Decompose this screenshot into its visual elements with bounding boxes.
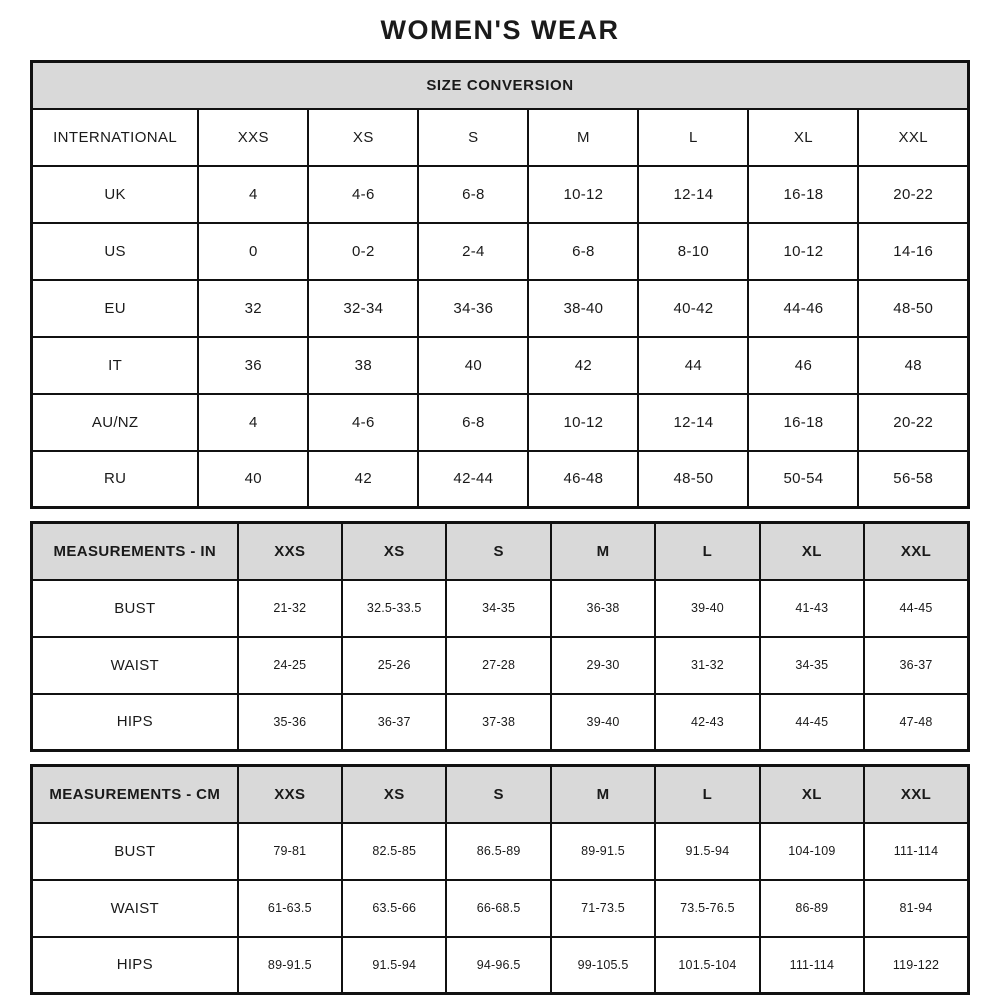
header-size-m: M	[551, 766, 655, 823]
data-cell: 66-68.5	[446, 880, 550, 937]
data-cell: 101.5-104	[655, 937, 759, 994]
data-cell: 42-44	[418, 451, 528, 508]
header-size-xs: XS	[342, 523, 446, 580]
row-label: US	[32, 223, 199, 280]
data-cell: 40-42	[638, 280, 748, 337]
data-cell: 39-40	[655, 580, 759, 637]
table-title-row	[32, 62, 969, 109]
data-cell: 10-12	[528, 166, 638, 223]
table-row	[32, 880, 969, 937]
data-cell: 4	[198, 394, 308, 451]
data-cell: 6-8	[418, 166, 528, 223]
data-cell: 4	[198, 166, 308, 223]
data-cell: 81-94	[864, 880, 968, 937]
header-size-s: S	[446, 523, 550, 580]
data-cell: 89-91.5	[551, 823, 655, 880]
data-cell: 44-45	[864, 580, 968, 637]
data-cell: 12-14	[638, 166, 748, 223]
data-cell: 27-28	[446, 637, 550, 694]
header-label: MEASUREMENTS - IN	[32, 523, 238, 580]
size-conversion-table	[30, 60, 970, 509]
data-cell: 20-22	[858, 166, 968, 223]
data-cell: 42	[308, 451, 418, 508]
data-cell: 32-34	[308, 280, 418, 337]
data-cell: 14-16	[858, 223, 968, 280]
header-size-l: L	[638, 109, 748, 166]
data-cell: 71-73.5	[551, 880, 655, 937]
header-size-xxl: XXL	[858, 109, 968, 166]
data-cell: 6-8	[528, 223, 638, 280]
data-cell: 10-12	[748, 223, 858, 280]
data-cell: 0-2	[308, 223, 418, 280]
data-cell: 8-10	[638, 223, 748, 280]
data-cell: 50-54	[748, 451, 858, 508]
data-cell: 20-22	[858, 394, 968, 451]
data-cell: 21-32	[238, 580, 342, 637]
data-cell: 31-32	[655, 637, 759, 694]
row-label: HIPS	[32, 694, 238, 751]
data-cell: 12-14	[638, 394, 748, 451]
table-row	[32, 166, 969, 223]
table-row	[32, 451, 969, 508]
data-cell: 36-37	[342, 694, 446, 751]
data-cell: 41-43	[760, 580, 864, 637]
header-size-xxl: XXL	[864, 766, 968, 823]
data-cell: 86.5-89	[446, 823, 550, 880]
row-label: BUST	[32, 823, 238, 880]
data-cell: 104-109	[760, 823, 864, 880]
data-cell: 34-35	[760, 637, 864, 694]
header-label: MEASUREMENTS - CM	[32, 766, 238, 823]
data-cell: 47-48	[864, 694, 968, 751]
header-size-xxl: XXL	[864, 523, 968, 580]
header-size-s: S	[418, 109, 528, 166]
data-cell: 10-12	[528, 394, 638, 451]
data-cell: 32.5-33.5	[342, 580, 446, 637]
row-label: AU/NZ	[32, 394, 199, 451]
data-cell: 61-63.5	[238, 880, 342, 937]
data-cell: 40	[198, 451, 308, 508]
data-cell: 99-105.5	[551, 937, 655, 994]
header-size-xs: XS	[308, 109, 418, 166]
data-cell: 4-6	[308, 394, 418, 451]
data-cell: 73.5-76.5	[655, 880, 759, 937]
row-label: WAIST	[32, 637, 238, 694]
data-cell: 82.5-85	[342, 823, 446, 880]
table-header-row	[32, 523, 969, 580]
data-cell: 4-6	[308, 166, 418, 223]
table-row	[32, 637, 969, 694]
header-size-xl: XL	[760, 523, 864, 580]
row-label: EU	[32, 280, 199, 337]
data-cell: 16-18	[748, 166, 858, 223]
data-cell: 48-50	[638, 451, 748, 508]
data-cell: 91.5-94	[342, 937, 446, 994]
data-cell: 48-50	[858, 280, 968, 337]
data-cell: 119-122	[864, 937, 968, 994]
table-row	[32, 394, 969, 451]
data-cell: 38	[308, 337, 418, 394]
data-cell: 2-4	[418, 223, 528, 280]
table-row	[32, 223, 969, 280]
header-size-xxs: XXS	[238, 523, 342, 580]
measurements-in-table	[30, 521, 970, 752]
data-cell: 79-81	[238, 823, 342, 880]
data-cell: 48	[858, 337, 968, 394]
data-cell: 38-40	[528, 280, 638, 337]
data-cell: 40	[418, 337, 528, 394]
data-cell: 24-25	[238, 637, 342, 694]
table-header-row	[32, 766, 969, 823]
data-cell: 0	[198, 223, 308, 280]
table-row	[32, 694, 969, 751]
data-cell: 42	[528, 337, 638, 394]
data-cell: 56-58	[858, 451, 968, 508]
data-cell: 42-43	[655, 694, 759, 751]
data-cell: 89-91.5	[238, 937, 342, 994]
data-cell: 44	[638, 337, 748, 394]
row-label: WAIST	[32, 880, 238, 937]
data-cell: 36-37	[864, 637, 968, 694]
header-size-xl: XL	[760, 766, 864, 823]
table-row	[32, 823, 969, 880]
table-row	[32, 280, 969, 337]
row-label: RU	[32, 451, 199, 508]
data-cell: 111-114	[760, 937, 864, 994]
table-header-row	[32, 109, 969, 166]
header-label: INTERNATIONAL	[32, 109, 199, 166]
row-label: HIPS	[32, 937, 238, 994]
header-size-xs: XS	[342, 766, 446, 823]
header-size-xxs: XXS	[198, 109, 308, 166]
header-size-xl: XL	[748, 109, 858, 166]
header-size-m: M	[551, 523, 655, 580]
data-cell: 63.5-66	[342, 880, 446, 937]
data-cell: 29-30	[551, 637, 655, 694]
table-row	[32, 337, 969, 394]
data-cell: 36	[198, 337, 308, 394]
page-title: WOMEN'S WEAR	[380, 15, 620, 45]
data-cell: 46-48	[528, 451, 638, 508]
header-size-s: S	[446, 766, 550, 823]
data-cell: 44-45	[760, 694, 864, 751]
data-cell: 39-40	[551, 694, 655, 751]
row-label: IT	[32, 337, 199, 394]
data-cell: 6-8	[418, 394, 528, 451]
data-cell: 91.5-94	[655, 823, 759, 880]
data-cell: 16-18	[748, 394, 858, 451]
data-cell: 34-36	[418, 280, 528, 337]
data-cell: 36-38	[551, 580, 655, 637]
row-label: BUST	[32, 580, 238, 637]
data-cell: 86-89	[760, 880, 864, 937]
measurements-cm-table	[30, 764, 970, 995]
header-size-l: L	[655, 523, 759, 580]
table-row	[32, 937, 969, 994]
header-size-m: M	[528, 109, 638, 166]
row-label: UK	[32, 166, 199, 223]
data-cell: 34-35	[446, 580, 550, 637]
data-cell: 25-26	[342, 637, 446, 694]
data-cell: 32	[198, 280, 308, 337]
header-size-xxs: XXS	[238, 766, 342, 823]
data-cell: 111-114	[864, 823, 968, 880]
header-size-l: L	[655, 766, 759, 823]
data-cell: 37-38	[446, 694, 550, 751]
table-title: SIZE CONVERSION	[32, 62, 969, 109]
data-cell: 35-36	[238, 694, 342, 751]
data-cell: 44-46	[748, 280, 858, 337]
data-cell: 94-96.5	[446, 937, 550, 994]
table-row	[32, 580, 969, 637]
data-cell: 46	[748, 337, 858, 394]
